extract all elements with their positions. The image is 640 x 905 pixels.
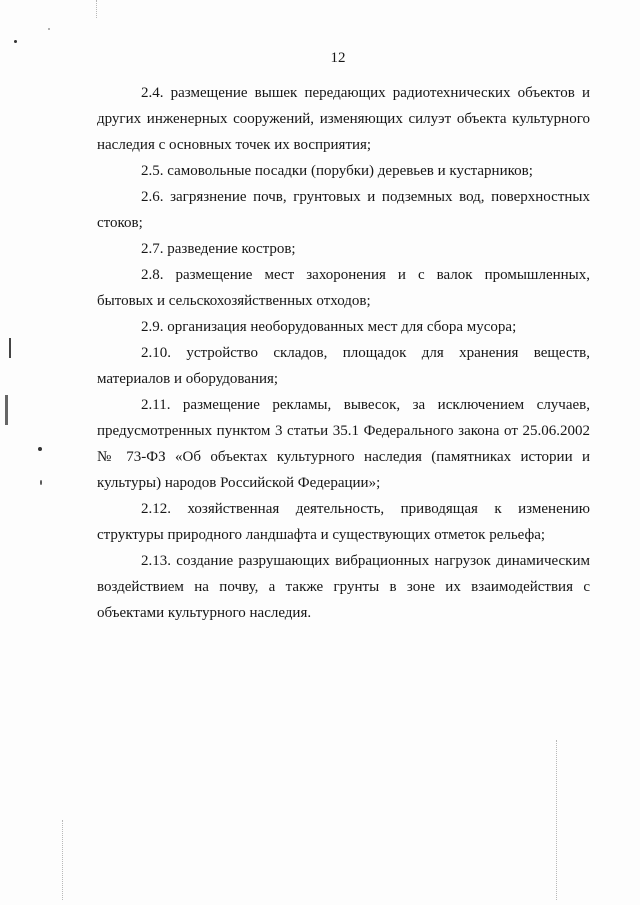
scan-mark xyxy=(96,0,98,18)
paragraph-2-8: 2.8. размещение мест захоронения и с валок промышленных, бытовых и сельскохозяйственных отходов; xyxy=(97,267,590,309)
paragraph-2-9: 2.9. организация необорудованных мест для сбора мусора; xyxy=(141,319,517,335)
scan-speck xyxy=(48,28,50,30)
paragraph-2-5: 2.5. самовольные посадки (порубки) деревьев и кустарников; xyxy=(141,163,533,179)
paragraph-2-11: 2.11. размещение рекламы, вывесок, за исключением случаев, предусмотренных пунктом 3 статьи 35.1 Федерального закона от 25.06.2002 № 73-ФЗ «Об объектах культурного наследия (памятниках истории и культуры) народов Российской Федерации»; xyxy=(97,397,590,491)
scan-speck xyxy=(14,40,17,43)
scan-mark xyxy=(62,820,64,900)
paragraph-2-13: 2.13. создание разрушающих вибрационных нагрузок динамическим воздействием на почву, а также грунты в зоне их взаимодействия с объектами культурного наследия. xyxy=(97,553,590,621)
paragraph-2-7: 2.7. разведение костров; xyxy=(141,241,296,257)
paragraph-2-6: 2.6. загрязнение почв, грунтовых и подземных вод, поверхностных стоков; xyxy=(97,189,590,231)
scan-mark xyxy=(5,395,8,425)
page-number: 12 xyxy=(330,50,346,66)
scan-speck xyxy=(38,447,42,451)
scan-mark xyxy=(556,740,558,900)
scan-speck xyxy=(40,480,42,485)
paragraph-2-10: 2.10. устройство складов, площадок для хранения веществ, материалов и оборудования; xyxy=(97,345,590,387)
document-body xyxy=(97,80,590,626)
paragraph-2-4: 2.4. размещение вышек передающих радиотехнических объектов и других инженерных сооружений, изменяющих силуэт объекта культурного наследия с основных точек их восприятия; xyxy=(97,85,590,153)
paragraph-2-12: 2.12. хозяйственная деятельность, приводящая к изменению структуры природного ландшафта и существующих отметок рельефа; xyxy=(97,501,590,543)
scan-mark xyxy=(9,338,11,358)
